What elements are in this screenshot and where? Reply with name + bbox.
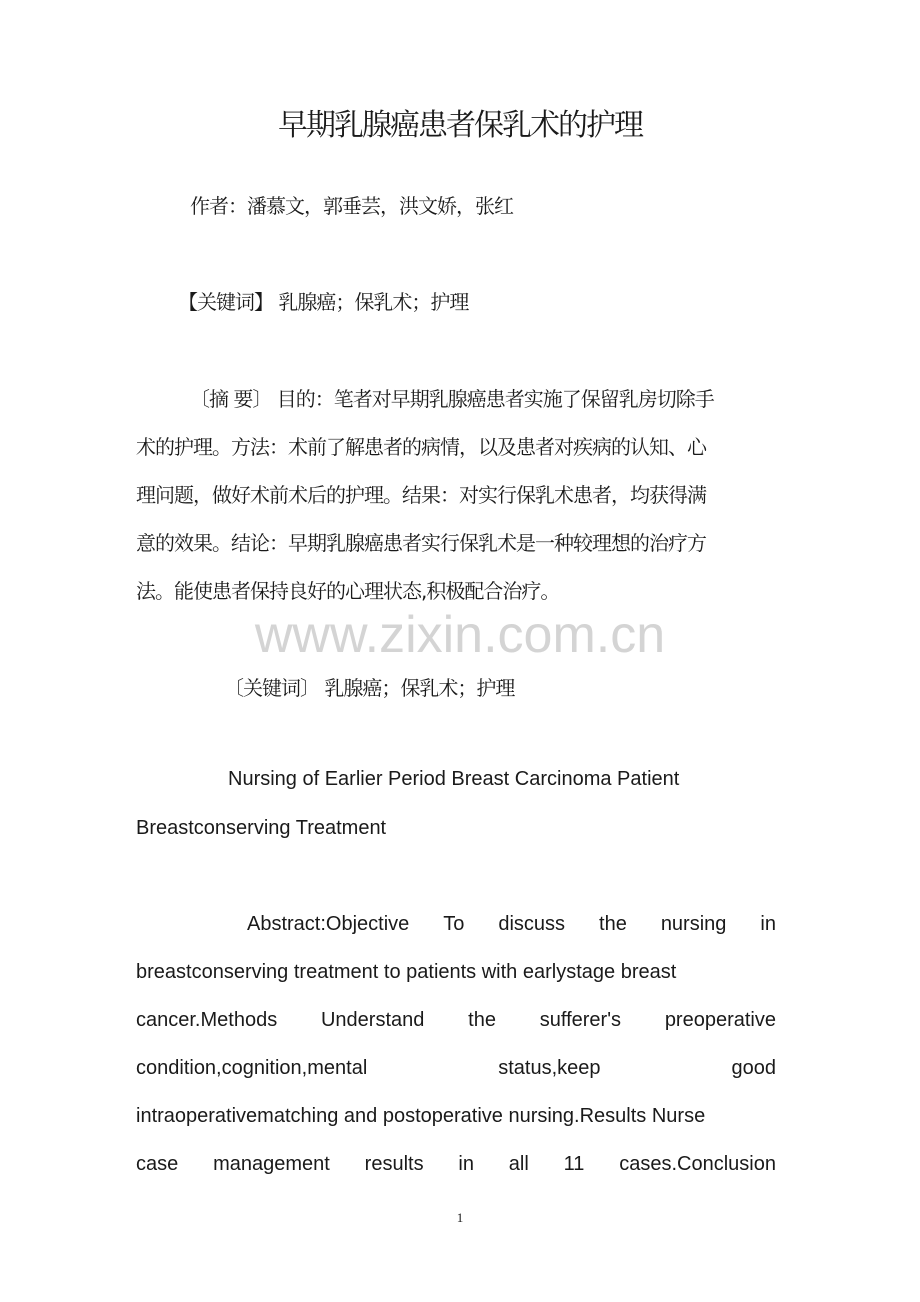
abstract-cn-line-3: 理问题，做好术前术后的护理。结果：对实行保乳术患者，均获得满: [136, 483, 706, 507]
abstract-cn-line-5: 法。能使患者保持良好的心理状态,积极配合治疗。: [136, 579, 560, 603]
abstract-en-word: results: [364, 1153, 424, 1175]
document-title: 早期乳腺癌患者保乳术的护理: [278, 108, 642, 143]
abstract-en-word: all: [508, 1153, 529, 1175]
abstract-en-word: sufferer's: [539, 1009, 622, 1031]
abstract-en-word: condition,cognition,mental: [136, 1057, 368, 1079]
abstract-en-line-1: [247, 913, 776, 936]
abstract-en-word: cases.Conclusion: [619, 1153, 776, 1175]
abstract-en-line-6: [136, 1153, 776, 1176]
abstract-en-word: nursing: [660, 913, 727, 935]
authors-line: 作者：潘慕文，郭垂芸，洪文娇，张红: [190, 194, 513, 218]
abstract-en-word: the: [599, 913, 627, 935]
abstract-en-word: in: [760, 913, 776, 935]
abstract-en-word: good: [731, 1057, 776, 1079]
abstract-en-word: discuss: [498, 913, 566, 935]
abstract-en-line-5: intraoperativematching and postoperative nursing.Results Nurse: [136, 1105, 706, 1127]
page-number: 1: [456, 1210, 464, 1225]
abstract-en-word: cancer.Methods: [136, 1009, 278, 1031]
abstract-en-word: the: [468, 1009, 496, 1031]
abstract-cn-line-1: 〔摘 要〕 目的：笔者对早期乳腺癌患者实施了保留乳房切除手: [190, 387, 714, 411]
abstract-cn-line-2: 术的护理。方法：术前了解患者的病情，以及患者对疾病的认知、心: [136, 435, 706, 459]
keywords-cn-bracketed: 〔关键词〕 乳腺癌；保乳术；护理: [224, 676, 515, 700]
abstract-en-word: Understand: [320, 1009, 425, 1031]
abstract-en-word: in: [458, 1153, 474, 1175]
abstract-en-word: management: [213, 1153, 330, 1175]
abstract-en-line-4: [136, 1057, 776, 1080]
abstract-en-word: status,keep: [498, 1057, 601, 1079]
abstract-en-word: 11: [563, 1153, 585, 1175]
abstract-en-word: case: [136, 1153, 179, 1175]
abstract-en-line-3: [136, 1009, 776, 1032]
abstract-en-line-2: breastconserving treatment to patients with earlystage breast: [136, 961, 677, 983]
english-title-line-1: Nursing of Earlier Period Breast Carcinoma Patient: [228, 768, 680, 790]
english-title-line-2: Breastconserving Treatment: [136, 817, 387, 839]
abstract-en-word: Abstract:Objective: [247, 913, 410, 935]
abstract-en-word: To: [443, 913, 465, 935]
watermark: www.zixin.com.cn: [254, 606, 666, 664]
abstract-cn-line-4: 意的效果。结论：早期乳腺癌患者实行保乳术是一种较理想的治疗方: [136, 531, 706, 555]
abstract-en-word: preoperative: [664, 1009, 776, 1031]
keywords-cn: 【关键词】 乳腺癌；保乳术；护理: [178, 290, 469, 314]
